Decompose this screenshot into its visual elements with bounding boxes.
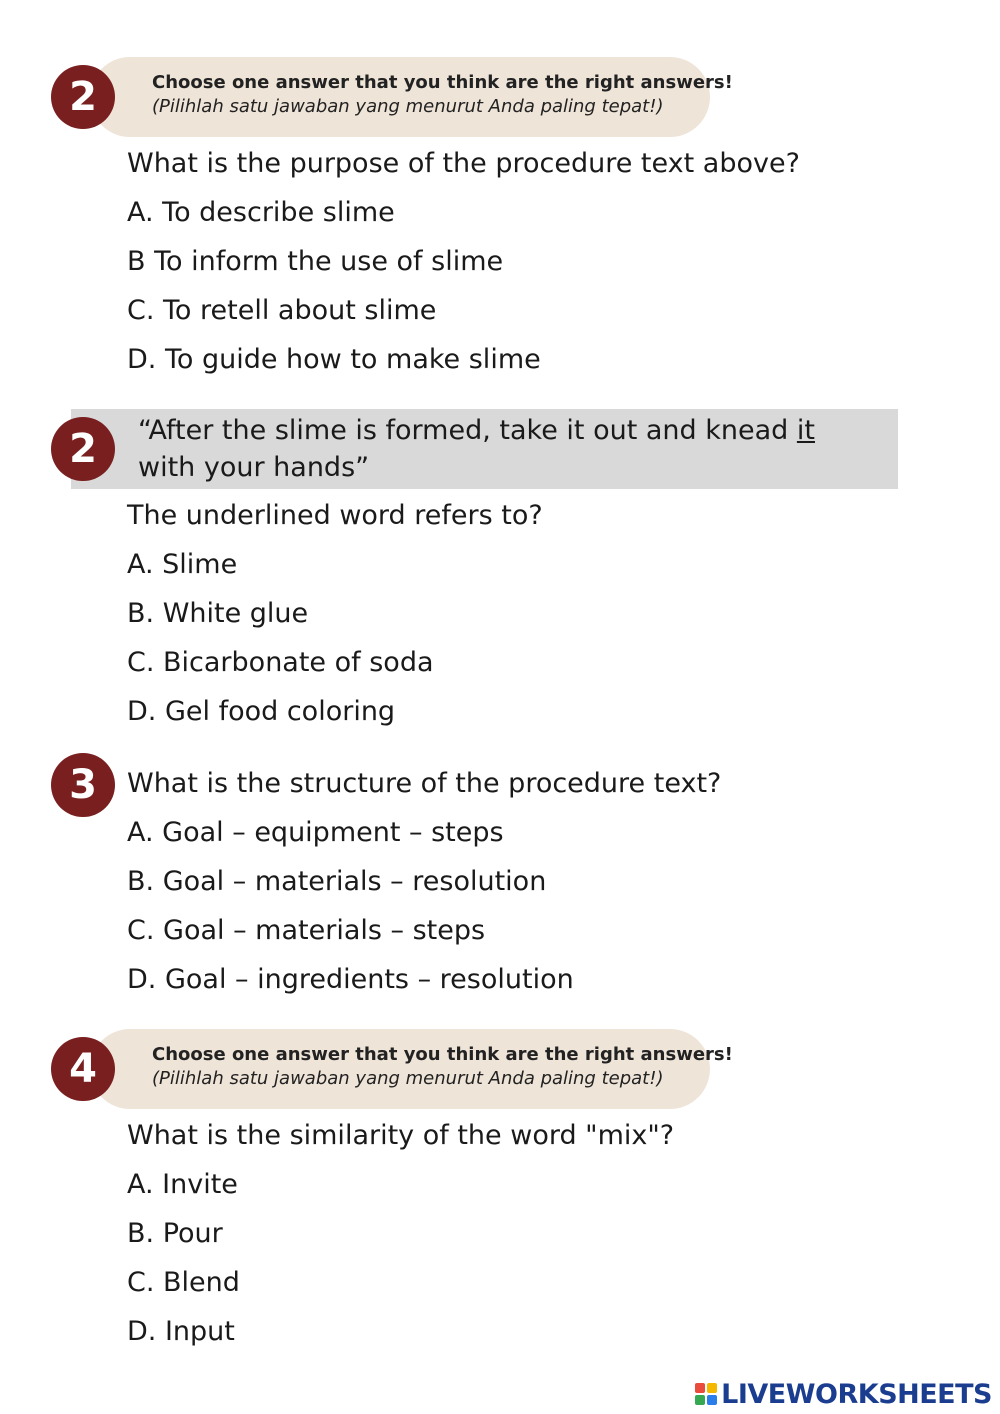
instruction-banner	[90, 57, 733, 137]
quote-part: “After the slime is formed, take it out and knead	[138, 415, 797, 446]
underlined-word: it	[796, 415, 815, 446]
logo-text: LIVEWORKSHEETS	[721, 1378, 992, 1410]
option-c[interactable]: C. Goal – materials – steps	[127, 915, 486, 946]
option-a[interactable]: A. Goal – equipment – steps	[127, 817, 504, 848]
instruction-banner	[90, 1029, 733, 1109]
quote-part: with your hands”	[138, 452, 370, 483]
option-a[interactable]: A. Invite	[127, 1169, 238, 1200]
option-d[interactable]: D. Gel food coloring	[127, 696, 396, 727]
option-d[interactable]: D. Input	[127, 1316, 235, 1347]
instruction-indonesian: (Pilihlah satu jawaban yang menurut Anda paling tepat!)	[152, 96, 664, 117]
question-number-badge: 2	[51, 65, 115, 129]
instruction-english: Choose one answer that you think are the right answers!	[152, 1044, 733, 1065]
option-b[interactable]: B To inform the use of slime	[127, 246, 504, 277]
option-c[interactable]: C. Blend	[127, 1267, 240, 1298]
option-b[interactable]: B. White glue	[127, 598, 309, 629]
quote-text	[138, 412, 878, 486]
instruction-indonesian: (Pilihlah satu jawaban yang menurut Anda paling tepat!)	[152, 1068, 664, 1089]
question-number-badge: 4	[51, 1037, 115, 1101]
question-number-badge: 2	[51, 417, 115, 481]
option-a[interactable]: A. To describe slime	[127, 197, 395, 228]
liveworksheets-logo-icon	[695, 1383, 717, 1405]
option-c[interactable]: C. Bicarbonate of soda	[127, 647, 434, 678]
option-c[interactable]: C. To retell about slime	[127, 295, 437, 326]
option-d[interactable]: D. To guide how to make slime	[127, 344, 541, 375]
option-b[interactable]: B. Pour	[127, 1218, 223, 1249]
option-b[interactable]: B. Goal – materials – resolution	[127, 866, 547, 897]
question-text: What is the structure of the procedure text?	[127, 768, 722, 799]
question-text: The underlined word refers to?	[127, 500, 543, 531]
question-text: What is the purpose of the procedure text above?	[127, 148, 800, 179]
option-d[interactable]: D. Goal – ingredients – resolution	[127, 964, 574, 995]
question-text: What is the similarity of the word "mix"?	[127, 1120, 675, 1151]
liveworksheets-logo	[695, 1378, 992, 1410]
option-a[interactable]: A. Slime	[127, 549, 238, 580]
instruction-english: Choose one answer that you think are the right answers!	[152, 72, 733, 93]
question-number-badge: 3	[51, 753, 115, 817]
